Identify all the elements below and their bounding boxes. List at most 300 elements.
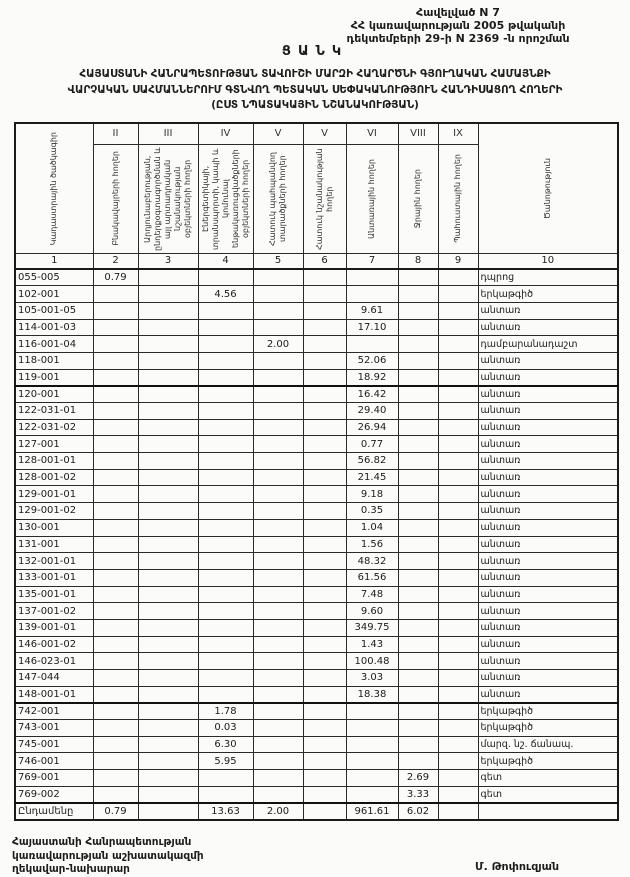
area-value-cell xyxy=(303,586,346,603)
area-value-cell xyxy=(253,302,303,319)
area-value-cell: 3.03 xyxy=(346,670,398,687)
table-row xyxy=(15,352,618,369)
area-value-cell xyxy=(138,753,198,770)
area-value-cell xyxy=(198,302,253,319)
note-cell: գետ xyxy=(478,786,618,803)
area-value-cell xyxy=(398,636,438,653)
col-numeral-4: IV xyxy=(198,123,253,144)
area-value-cell xyxy=(398,653,438,670)
area-value-cell xyxy=(93,286,138,303)
totals-value-cell: 961.61 xyxy=(346,803,398,820)
area-value-cell xyxy=(93,653,138,670)
area-value-cell xyxy=(138,703,198,720)
cadastral-code-cell: 120-001 xyxy=(15,386,93,403)
area-value-cell xyxy=(253,770,303,787)
area-value-cell xyxy=(346,269,398,286)
table-row xyxy=(15,703,618,720)
area-value-cell xyxy=(93,636,138,653)
area-value-cell xyxy=(303,436,346,453)
area-value-cell xyxy=(253,352,303,369)
note-cell: անտառ xyxy=(478,519,618,536)
area-value-cell xyxy=(398,436,438,453)
area-value-cell xyxy=(138,553,198,570)
area-value-cell xyxy=(138,519,198,536)
area-value-cell xyxy=(138,369,198,386)
area-value-cell xyxy=(138,736,198,753)
area-value-cell: 6.30 xyxy=(198,736,253,753)
col-index-1: 1 xyxy=(15,253,93,269)
area-value-cell: 16.42 xyxy=(346,386,398,403)
area-value-cell xyxy=(253,286,303,303)
table-row xyxy=(15,786,618,803)
area-value-cell xyxy=(93,586,138,603)
area-value-cell xyxy=(93,670,138,687)
area-value-cell xyxy=(138,453,198,470)
note-cell: անտառ xyxy=(478,302,618,319)
area-value-cell xyxy=(303,553,346,570)
area-value-cell xyxy=(303,369,346,386)
area-value-cell xyxy=(303,336,346,353)
area-value-cell xyxy=(253,636,303,653)
area-value-cell xyxy=(93,469,138,486)
area-value-cell xyxy=(303,453,346,470)
area-value-cell xyxy=(93,453,138,470)
area-value-cell: 52.06 xyxy=(346,352,398,369)
table-row xyxy=(15,436,618,453)
area-value-cell: 1.04 xyxy=(346,519,398,536)
header-reserve-lands: Պահուստային հողեր xyxy=(438,144,478,253)
area-value-cell xyxy=(303,686,346,703)
area-value-cell: 9.18 xyxy=(346,486,398,503)
area-value-cell xyxy=(438,352,478,369)
area-value-cell xyxy=(253,453,303,470)
area-value-cell: 100.48 xyxy=(346,653,398,670)
note-cell: անտառ xyxy=(478,619,618,636)
area-value-cell xyxy=(253,736,303,753)
area-value-cell: 349.75 xyxy=(346,619,398,636)
note-label: Ծանոթություն xyxy=(542,157,552,219)
cadastral-code-cell: 132-001-01 xyxy=(15,553,93,570)
cadastral-code-cell: 742-001 xyxy=(15,703,93,720)
title-line-3: (ԸՍՏ ՆՊԱՏԱԿԱՅԻՆ ՆՇԱՆԱԿՈՒԹՅԱՆ) xyxy=(211,99,419,111)
area-value-cell xyxy=(198,519,253,536)
area-value-cell xyxy=(253,469,303,486)
area-value-cell xyxy=(198,536,253,553)
area-value-cell xyxy=(303,770,346,787)
header-cadastral-code xyxy=(15,123,93,253)
cadastral-code-cell: 135-001-01 xyxy=(15,586,93,603)
area-value-cell xyxy=(198,319,253,336)
table-row xyxy=(15,286,618,303)
area-value-cell: 7.48 xyxy=(346,586,398,603)
area-value-cell xyxy=(198,386,253,403)
area-value-cell xyxy=(438,486,478,503)
totals-label-cell: Ընդամենը xyxy=(15,803,93,820)
area-value-cell: 9.60 xyxy=(346,603,398,620)
area-value-cell xyxy=(303,653,346,670)
note-cell: անտառ xyxy=(478,369,618,386)
cadastral-code-cell: 129-001-01 xyxy=(15,486,93,503)
header-note xyxy=(478,123,618,253)
table-row xyxy=(15,653,618,670)
note-cell: անտառ xyxy=(478,352,618,369)
area-value-cell xyxy=(138,352,198,369)
area-value-cell xyxy=(93,603,138,620)
area-value-cell xyxy=(253,720,303,737)
area-value-cell xyxy=(438,536,478,553)
area-value-cell: 17.10 xyxy=(346,319,398,336)
area-value-cell xyxy=(438,336,478,353)
cadastral-code-cell: 131-001 xyxy=(15,536,93,553)
area-value-cell xyxy=(253,403,303,420)
note-cell: անտառ xyxy=(478,419,618,436)
area-value-cell xyxy=(93,553,138,570)
note-cell: մարզ. նշ. ճանապ. xyxy=(478,736,618,753)
table-row xyxy=(15,419,618,436)
note-cell: երկաթգիծ xyxy=(478,720,618,737)
cadastral-code-cell: 133-001-01 xyxy=(15,569,93,586)
footer-line-3: ղեկավար-նախարար xyxy=(12,863,130,875)
area-value-cell xyxy=(303,319,346,336)
area-value-cell xyxy=(346,720,398,737)
area-value-cell: 1.78 xyxy=(198,703,253,720)
area-value-cell xyxy=(398,386,438,403)
area-value-cell xyxy=(346,286,398,303)
area-value-cell xyxy=(253,753,303,770)
area-value-cell xyxy=(398,670,438,687)
area-value-cell xyxy=(303,569,346,586)
area-value-cell xyxy=(198,419,253,436)
area-value-cell xyxy=(398,269,438,286)
area-value-cell xyxy=(93,386,138,403)
header-forest-lands: Անտառային հողեր xyxy=(346,144,398,253)
note-cell: անտառ xyxy=(478,603,618,620)
area-value-cell xyxy=(138,486,198,503)
area-value-cell xyxy=(398,720,438,737)
cadastral-code-cell: 114-001-03 xyxy=(15,319,93,336)
area-value-cell xyxy=(253,269,303,286)
cadastral-code-cell: 128-001-02 xyxy=(15,469,93,486)
area-value-cell xyxy=(253,670,303,687)
area-value-cell: 0.03 xyxy=(198,720,253,737)
area-value-cell xyxy=(303,486,346,503)
note-cell: անտառ xyxy=(478,670,618,687)
area-value-cell xyxy=(398,352,438,369)
cadastral-code-cell: 128-001-01 xyxy=(15,453,93,470)
area-value-cell: 0.77 xyxy=(346,436,398,453)
note-cell: անտառ xyxy=(478,569,618,586)
area-value-cell xyxy=(253,386,303,403)
col-index-3: 3 xyxy=(138,253,198,269)
area-value-cell xyxy=(93,536,138,553)
area-value-cell xyxy=(438,453,478,470)
totals-value-cell: 2.00 xyxy=(253,803,303,820)
area-value-cell xyxy=(253,503,303,520)
note-cell: անտառ xyxy=(478,653,618,670)
area-value-cell xyxy=(438,686,478,703)
table-row xyxy=(15,469,618,486)
area-value-cell xyxy=(253,519,303,536)
area-value-cell xyxy=(93,569,138,586)
cadastral-code-cell: 743-001 xyxy=(15,720,93,737)
area-value-cell xyxy=(303,403,346,420)
col-numeral-6: V xyxy=(303,123,346,144)
area-value-cell xyxy=(438,386,478,403)
area-value-cell xyxy=(253,586,303,603)
area-value-cell xyxy=(138,686,198,703)
appendix-reference-block xyxy=(300,6,616,45)
header-energy-transport-lands: Էներգետիկայի, տրանսպորտի, կապի և կոմունալ ենթակառուցվածքների օբյեկտների հողեր xyxy=(198,144,253,253)
totals-value-cell xyxy=(438,803,478,820)
area-value-cell xyxy=(198,336,253,353)
table-row xyxy=(15,302,618,319)
cadastral-code-cell: 055-005 xyxy=(15,269,93,286)
area-value-cell xyxy=(346,753,398,770)
cadastral-code-cell: 118-001 xyxy=(15,352,93,369)
area-value-cell xyxy=(93,736,138,753)
area-value-cell xyxy=(253,369,303,386)
appendix-line-1: Հավելված N 7 xyxy=(416,6,500,19)
cadastral-code-cell: 745-001 xyxy=(15,736,93,753)
note-cell: անտառ xyxy=(478,453,618,470)
area-value-cell xyxy=(198,636,253,653)
area-value-cell xyxy=(438,619,478,636)
cadastral-code-cell: 116-001-04 xyxy=(15,336,93,353)
table-row xyxy=(15,670,618,687)
area-value-cell xyxy=(198,786,253,803)
area-value-cell xyxy=(398,519,438,536)
cadastral-code-cell: 127-001 xyxy=(15,436,93,453)
totals-value-cell xyxy=(138,803,198,820)
table-row xyxy=(15,720,618,737)
area-value-cell xyxy=(253,786,303,803)
area-value-cell: 3.33 xyxy=(398,786,438,803)
cadastral-code-cell: 147-044 xyxy=(15,670,93,687)
col-index-8: 8 xyxy=(398,253,438,269)
area-value-cell xyxy=(93,369,138,386)
area-value-cell xyxy=(198,369,253,386)
area-value-cell xyxy=(138,720,198,737)
cadastral-code-cell: 148-001-01 xyxy=(15,686,93,703)
area-value-cell xyxy=(398,503,438,520)
appendix-line-2: ՀՀ կառավարության 2005 թվականի xyxy=(350,19,566,32)
footer-line-2: կառավարության աշխատակազմի xyxy=(12,849,204,862)
totals-row xyxy=(15,803,618,820)
area-value-cell xyxy=(346,703,398,720)
area-value-cell xyxy=(303,720,346,737)
table-row xyxy=(15,336,618,353)
area-value-cell xyxy=(93,352,138,369)
note-cell: անտառ xyxy=(478,403,618,420)
area-value-cell xyxy=(138,503,198,520)
table-row xyxy=(15,369,618,386)
cadastral-code-cell: 139-001-01 xyxy=(15,619,93,636)
area-value-cell xyxy=(198,453,253,470)
cadastral-code-cell: 130-001 xyxy=(15,519,93,536)
area-value-cell xyxy=(138,403,198,420)
area-value-cell xyxy=(438,586,478,603)
area-value-cell xyxy=(303,536,346,553)
area-value-cell xyxy=(138,786,198,803)
area-value-cell xyxy=(346,786,398,803)
area-value-cell xyxy=(398,369,438,386)
table-row xyxy=(15,753,618,770)
area-value-cell xyxy=(438,469,478,486)
note-cell: անտառ xyxy=(478,436,618,453)
land-parcel-table xyxy=(14,122,619,821)
cadastral-code-cell: 137-001-02 xyxy=(15,603,93,620)
table-row xyxy=(15,619,618,636)
area-value-cell xyxy=(198,619,253,636)
document-title xyxy=(8,67,622,114)
area-value-cell xyxy=(253,436,303,453)
area-value-cell xyxy=(398,486,438,503)
area-value-cell: 0.79 xyxy=(93,269,138,286)
col-numeral-8: VIII xyxy=(398,123,438,144)
area-value-cell xyxy=(198,503,253,520)
area-value-cell xyxy=(303,519,346,536)
area-value-cell xyxy=(398,586,438,603)
area-value-cell xyxy=(253,569,303,586)
area-value-cell xyxy=(438,720,478,737)
area-value-cell xyxy=(398,419,438,436)
area-value-cell xyxy=(438,286,478,303)
signature-title-block xyxy=(12,836,204,877)
col-numeral-2: II xyxy=(93,123,138,144)
area-value-cell xyxy=(303,302,346,319)
table-row xyxy=(15,453,618,470)
table-row xyxy=(15,736,618,753)
header-settlement-lands: Բնակավայրերի հողեր xyxy=(93,144,138,253)
note-cell: երկաթգիծ xyxy=(478,753,618,770)
totals-value-cell: 6.02 xyxy=(398,803,438,820)
note-cell: երկաթգիծ xyxy=(478,286,618,303)
title-line-2: ՎԱՐՉԱԿԱՆ ՍԱՀՄԱՆՆԵՐՈՒՄ ԳՏՆՎՈՂ ՊԵՏԱԿԱՆ ՍԵՓԱԿԱՆՈՒԹՅՈՒՆ ՀԱՆԴԻՍԱՑՈՂ ՀՈՂԵՐԻ xyxy=(67,83,563,96)
area-value-cell xyxy=(138,419,198,436)
area-value-cell xyxy=(438,736,478,753)
area-value-cell xyxy=(438,753,478,770)
cadastral-code-cell: 746-001 xyxy=(15,753,93,770)
area-value-cell xyxy=(398,469,438,486)
area-value-cell xyxy=(253,603,303,620)
area-value-cell xyxy=(303,286,346,303)
area-value-cell: 18.38 xyxy=(346,686,398,703)
area-value-cell xyxy=(398,603,438,620)
table-row xyxy=(15,603,618,620)
area-value-cell: 21.45 xyxy=(346,469,398,486)
area-value-cell xyxy=(303,503,346,520)
area-value-cell xyxy=(138,569,198,586)
note-cell: անտառ xyxy=(478,503,618,520)
area-value-cell xyxy=(253,653,303,670)
area-value-cell xyxy=(93,302,138,319)
area-value-cell xyxy=(93,319,138,336)
note-cell: դպրոց xyxy=(478,269,618,286)
table-row xyxy=(15,519,618,536)
note-cell: անտառ xyxy=(478,386,618,403)
area-value-cell xyxy=(198,553,253,570)
area-value-cell xyxy=(198,653,253,670)
area-value-cell xyxy=(93,503,138,520)
area-value-cell xyxy=(346,736,398,753)
area-value-cell xyxy=(138,336,198,353)
note-cell: դամբարանադաշտ xyxy=(478,336,618,353)
area-value-cell xyxy=(138,302,198,319)
table-row xyxy=(15,569,618,586)
area-value-cell xyxy=(198,770,253,787)
area-value-cell xyxy=(303,786,346,803)
area-value-cell xyxy=(138,603,198,620)
col-numeral-3: III xyxy=(138,123,198,144)
col-index-5: 5 xyxy=(253,253,303,269)
area-value-cell xyxy=(138,670,198,687)
footer-line-1: Հայաստանի Հանրապետության xyxy=(12,836,192,848)
note-cell: անտառ xyxy=(478,553,618,570)
col-numeral-7: VI xyxy=(346,123,398,144)
col-numeral-9: IX xyxy=(438,123,478,144)
area-value-cell xyxy=(93,720,138,737)
note-cell: անտառ xyxy=(478,636,618,653)
area-value-cell: 2.69 xyxy=(398,770,438,787)
area-value-cell xyxy=(93,419,138,436)
area-value-cell xyxy=(303,469,346,486)
note-cell: անտառ xyxy=(478,586,618,603)
cadastral-code-cell: 122-031-01 xyxy=(15,403,93,420)
header-industrial-lands: Արդյունաբերության, ընդերքօգտագործման և այլ արտադրական նշանակության օբյեկտների հողեր xyxy=(138,144,198,253)
area-value-cell xyxy=(93,486,138,503)
area-value-cell xyxy=(398,336,438,353)
area-value-cell xyxy=(438,369,478,386)
area-value-cell xyxy=(398,736,438,753)
area-value-cell xyxy=(253,536,303,553)
area-value-cell xyxy=(398,553,438,570)
cadastral-code-label: Կադաստրային ծածկագիր xyxy=(49,131,59,245)
area-value-cell xyxy=(138,586,198,603)
cadastral-code-cell: 122-031-02 xyxy=(15,419,93,436)
area-value-cell xyxy=(438,403,478,420)
area-value-cell xyxy=(138,319,198,336)
col-index-6: 6 xyxy=(303,253,346,269)
table-row xyxy=(15,536,618,553)
area-value-cell xyxy=(253,486,303,503)
area-value-cell xyxy=(138,286,198,303)
area-value-cell xyxy=(253,419,303,436)
area-value-cell xyxy=(198,569,253,586)
area-value-cell xyxy=(138,536,198,553)
area-value-cell xyxy=(398,536,438,553)
cadastral-code-cell: 129-001-02 xyxy=(15,503,93,520)
table-row xyxy=(15,503,618,520)
area-value-cell xyxy=(438,553,478,570)
header-water-lands: Ջրային հողեր xyxy=(398,144,438,253)
cadastral-code-cell: 119-001 xyxy=(15,369,93,386)
area-value-cell xyxy=(253,319,303,336)
area-value-cell xyxy=(303,703,346,720)
area-value-cell xyxy=(346,336,398,353)
col-index-2: 2 xyxy=(93,253,138,269)
area-value-cell xyxy=(198,486,253,503)
area-value-cell xyxy=(438,302,478,319)
area-value-cell xyxy=(438,786,478,803)
area-value-cell: 1.56 xyxy=(346,536,398,553)
area-value-cell xyxy=(93,336,138,353)
area-value-cell xyxy=(138,269,198,286)
area-value-cell xyxy=(398,302,438,319)
area-value-cell xyxy=(303,636,346,653)
area-value-cell xyxy=(93,619,138,636)
cadastral-code-cell: 102-001 xyxy=(15,286,93,303)
table-row xyxy=(15,486,618,503)
